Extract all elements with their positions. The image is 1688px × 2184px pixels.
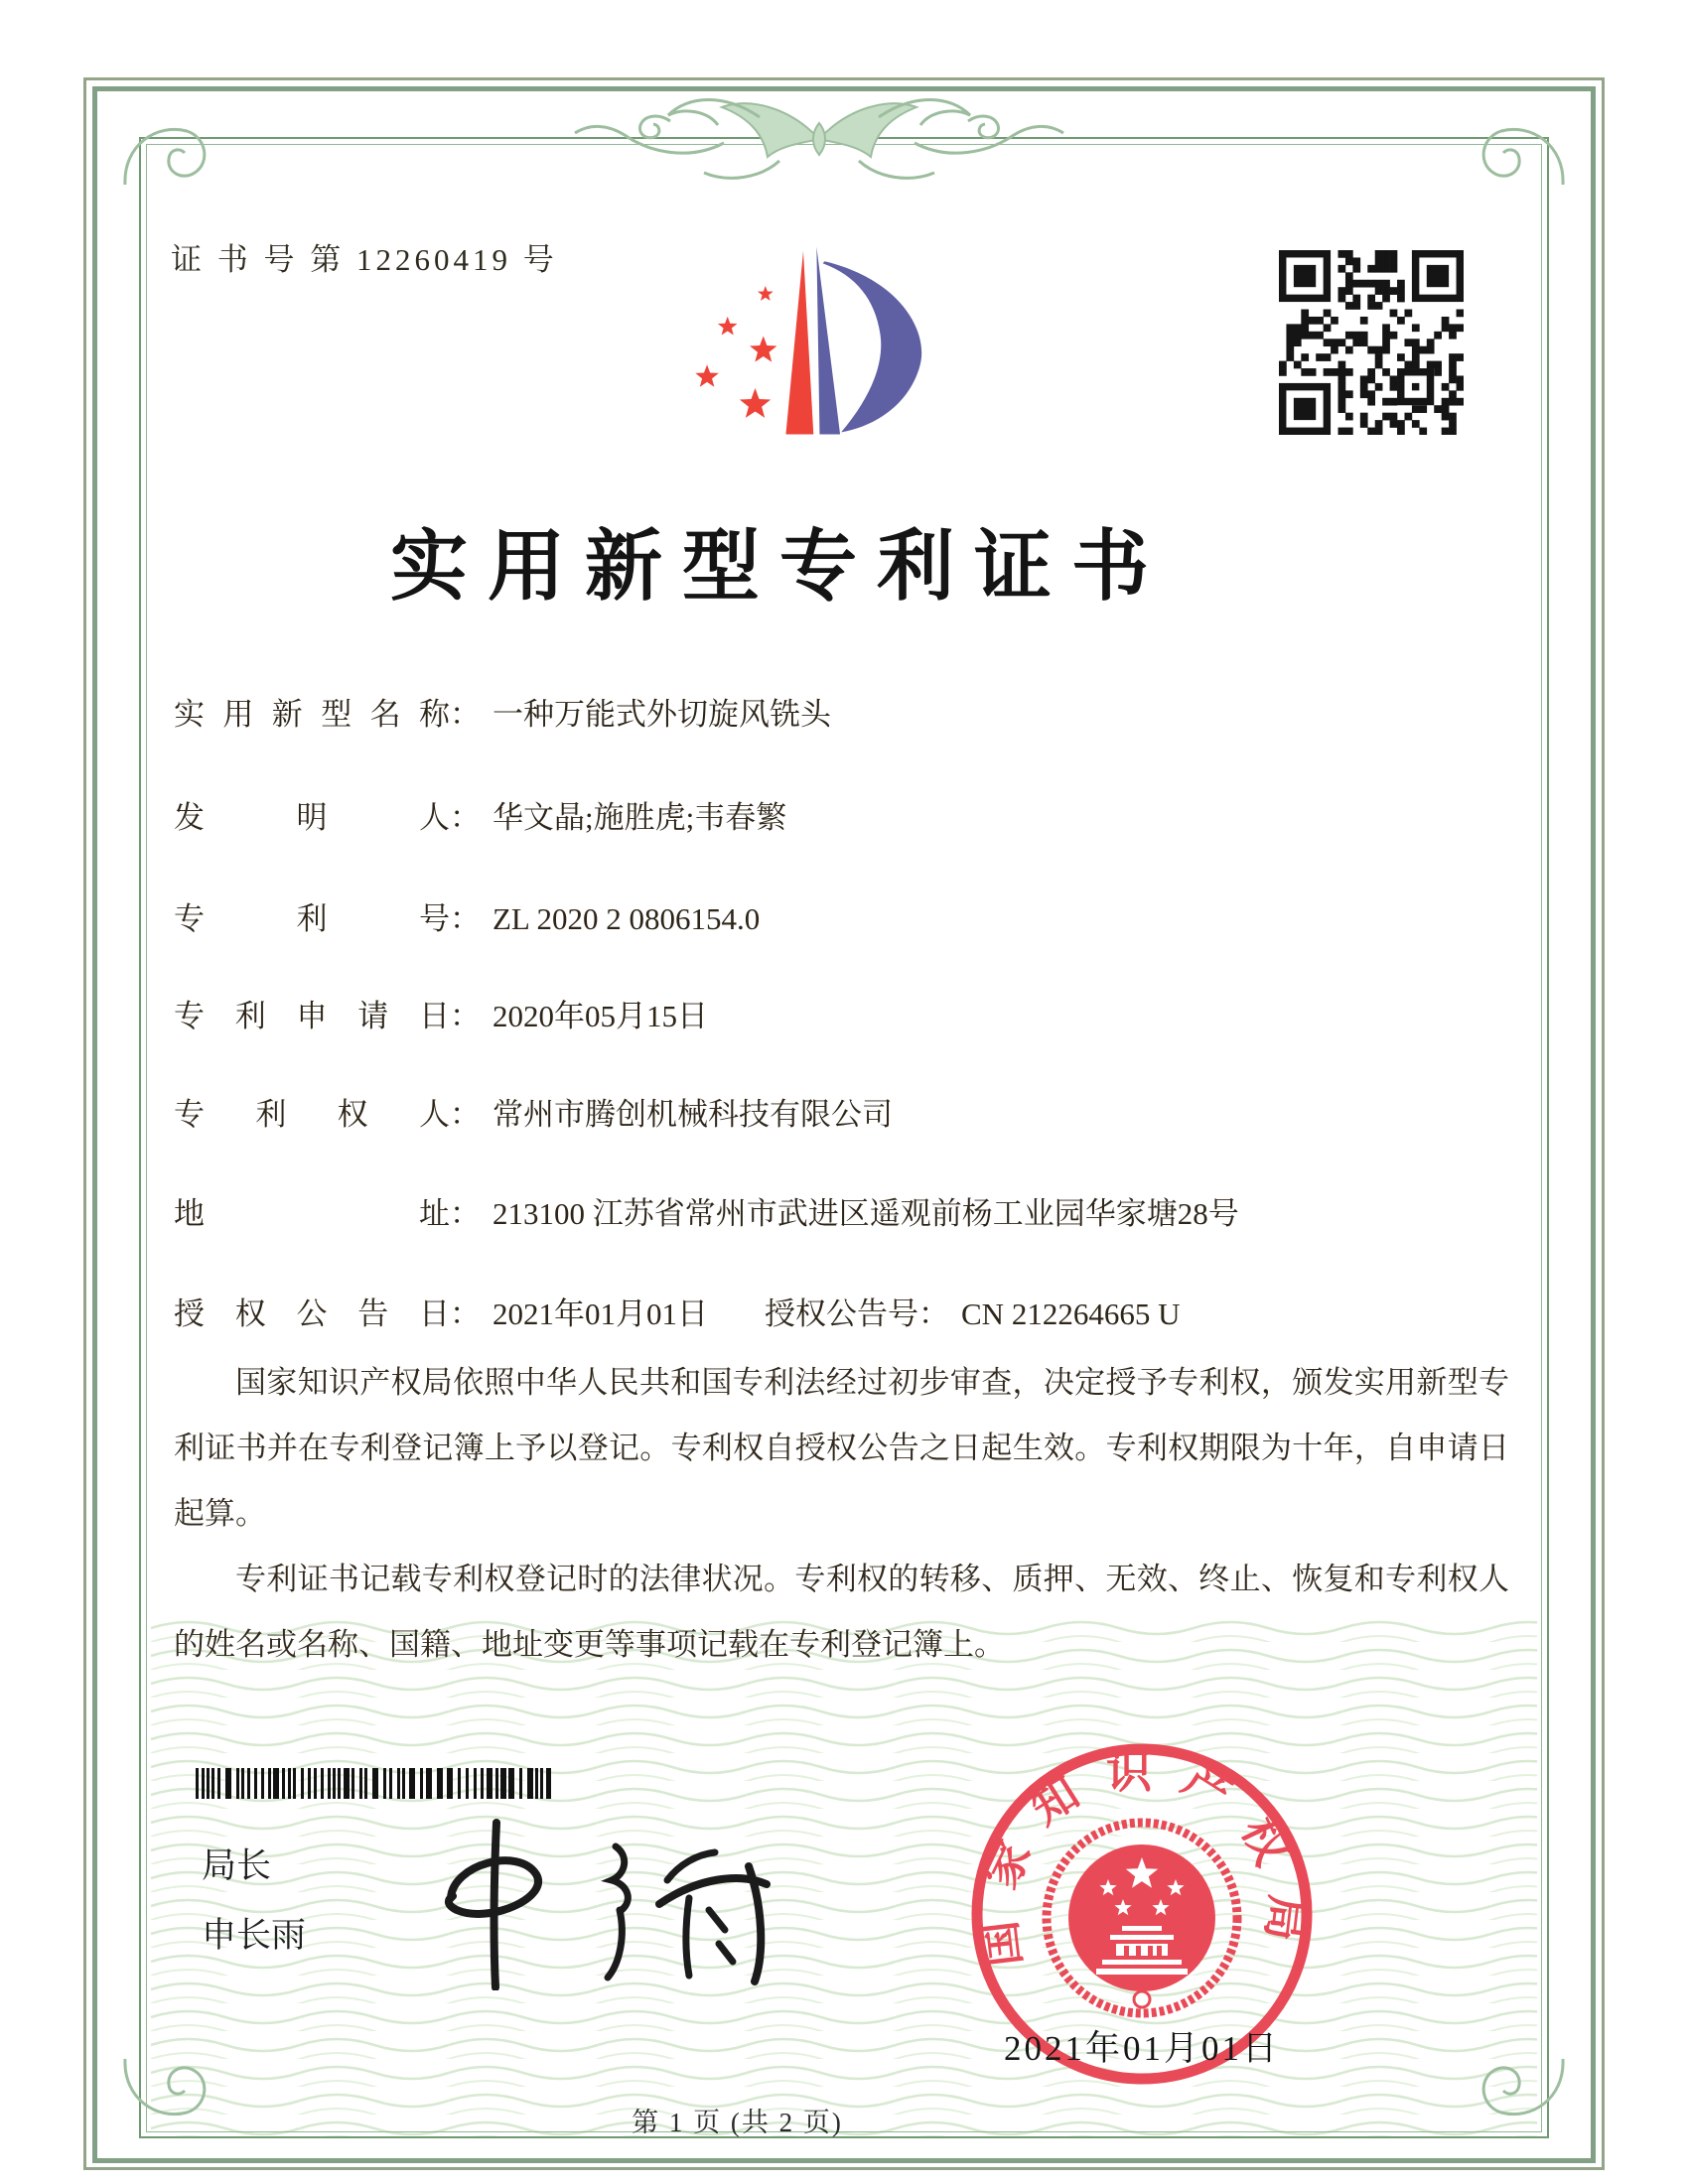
field-colon: ：: [450, 1196, 481, 1231]
director-signature: [369, 1807, 776, 1995]
field-row-filing-date: [174, 991, 708, 1035]
field-value: 一种万能式外切旋风铣头: [492, 697, 831, 732]
field-colon: ：: [450, 901, 481, 936]
field-row-inventors: [174, 792, 786, 837]
field-value: 常州市腾创机械科技有限公司: [492, 1097, 893, 1132]
corner-ornament-bottom-right: [1462, 2019, 1571, 2128]
grant-date-group: [174, 1297, 708, 1331]
field-label: 发明人: [174, 800, 450, 835]
grant-row: [174, 1289, 1181, 1333]
certificate-number: 证 书 号 第 12260419 号: [171, 242, 558, 277]
field-row-patent-no: [174, 893, 760, 938]
field-label: 地址: [174, 1196, 450, 1231]
field-value: 213100 江苏省常州市武进区遥观前杨工业园华家塘28号: [492, 1196, 1239, 1231]
director-title: 局长: [202, 1846, 272, 1885]
grant-date-value: 2021年01月01日: [492, 1297, 708, 1331]
seal-date: 2021年01月01日: [1003, 2029, 1280, 2068]
field-row-address: [174, 1188, 1239, 1233]
corner-ornament-top-left: [117, 115, 226, 224]
national-emblem-icon: [1047, 1823, 1237, 2013]
page-footer: 第 1 页 (共 2 页): [632, 2108, 843, 2137]
body-paragraph-2: 专利证书记载专利权登记时的法律状况。专利权的转移、质押、无效、终止、恢复和专利权人的姓名或名称、国籍、地址变更等事项记载在专利登记簿上。: [174, 1562, 1509, 1662]
grant-no-value: CN 212264665 U: [961, 1297, 1181, 1331]
field-value: 华文晶;施胜虎;韦春繁: [492, 800, 787, 835]
director-name: 申长雨: [202, 1916, 307, 1955]
field-label: 专利权人: [174, 1097, 450, 1132]
field-label: 专利号: [174, 901, 450, 936]
field-value: 2020年05月15日: [492, 999, 708, 1033]
body-paragraph-1: 国家知识产权局依照中华人民共和国专利法经过初步审查，决定授予专利权，颁发实用新型专利证书并在专利登记簿上予以登记。专利权自授权公告之日起生效。专利权期限为十年，自申请日起算。: [174, 1365, 1509, 1531]
field-colon: ：: [450, 1097, 481, 1132]
certificate-title: 实用新型专利证书: [389, 523, 1169, 610]
field-colon: ：: [450, 999, 481, 1033]
cnipa-logo: [671, 226, 937, 452]
seal-text: 国家知识产权局: [970, 1746, 1314, 1970]
barcode: [196, 1768, 551, 1804]
field-colon: ：: [450, 697, 481, 732]
logo-stars-icon: [695, 286, 776, 418]
grant-no-group: [765, 1289, 1180, 1333]
field-label: 专利申请日: [174, 999, 450, 1033]
field-colon: ：: [450, 800, 481, 835]
corner-ornament-top-right: [1462, 115, 1571, 224]
field-value: ZL 2020 2 0806154.0: [492, 901, 761, 936]
legal-text: [174, 1350, 1509, 1678]
field-colon: ：: [450, 1297, 481, 1331]
field-row-patentee: [174, 1089, 893, 1134]
grant-no-label: 授权公告号: [765, 1297, 918, 1331]
field-row-utility-name: [174, 689, 831, 734]
grant-date-label: 授权公告日: [174, 1297, 450, 1331]
top-ornament: [551, 83, 1087, 195]
qr-code: [1279, 250, 1464, 440]
field-label: 实用新型名称: [174, 697, 450, 732]
field-colon: ：: [918, 1297, 949, 1331]
